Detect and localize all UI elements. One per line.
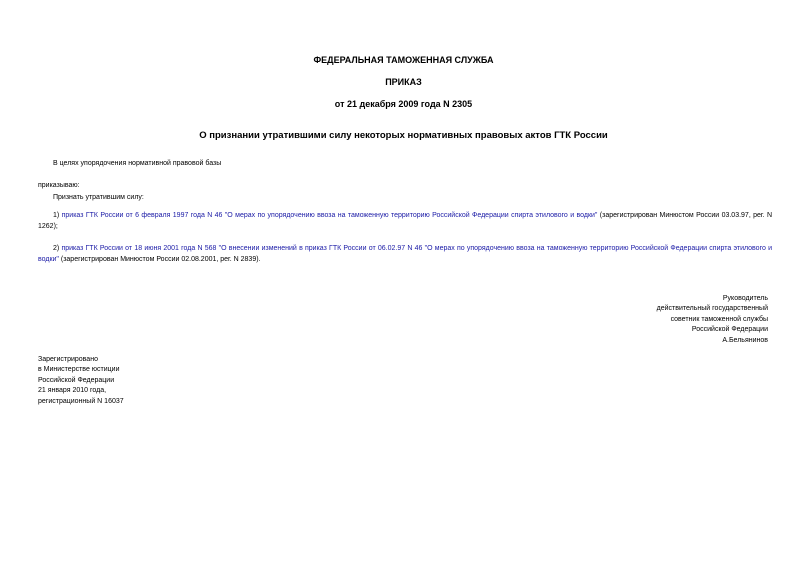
signature-name: А.Бельянинов <box>722 336 768 344</box>
registration-line: Зарегистрировано <box>38 356 98 363</box>
registration-block <box>38 355 124 407</box>
signature-line: Руководитель <box>722 295 768 302</box>
list-item-1-suffix: (зарегистрирован Минюстом России 03.03.97, рег. N 1262); <box>38 212 772 230</box>
list-item-2-link[interactable]: приказ ГТК России от 18 июня 2001 года N 568 "О внесении изменений в приказ ГТК России от 06.02.97 N 46 "О мерах по упорядочению ввоза на таможенную территорию Российской Федерации спирта этилового и водки" <box>38 245 772 263</box>
declare-text: Признать утратившим силу: <box>53 194 144 201</box>
registration-number: регистрационный N 16037 <box>38 397 124 405</box>
order-word: приказываю: <box>38 182 80 189</box>
document-date-number: от 21 декабря 2009 года N 2305 <box>334 99 473 109</box>
agency-heading: ФЕДЕРАЛЬНАЯ ТАМОЖЕННАЯ СЛУЖБА <box>313 55 494 65</box>
preamble-text: В целях упорядочения нормативной правовой базы <box>53 160 222 167</box>
list-item-1-link[interactable]: приказ ГТК России от 6 февраля 1997 года N 46 "О мерах по упорядочению ввоза на таможенную территорию Российской Федерации спирта этилового и водки" <box>61 212 598 219</box>
registration-date: 21 января 2010 года, <box>38 387 107 395</box>
signature-line: советник таможенной службы <box>670 315 768 323</box>
signature-line: действительный государственный <box>656 305 768 313</box>
document-type-heading: ПРИКАЗ <box>385 77 422 87</box>
document-title: О признании утратившими силу некоторых нормативных правовых актов ГТК России <box>199 130 608 141</box>
registration-line: в Министерстве юстиции <box>38 366 120 374</box>
list-item-1 <box>38 210 772 232</box>
list-item-2-suffix: (зарегистрирован Минюстом России 02.08.2001, рег. N 2839). <box>58 256 261 263</box>
list-item-2-prefix: 2) <box>53 245 62 252</box>
registration-line: Российской Федерации <box>38 376 115 384</box>
list-item-1-prefix: 1) <box>53 212 62 219</box>
signature-line: Российской Федерации <box>691 326 768 334</box>
list-item-2 <box>38 243 772 265</box>
signature-block <box>657 294 768 346</box>
